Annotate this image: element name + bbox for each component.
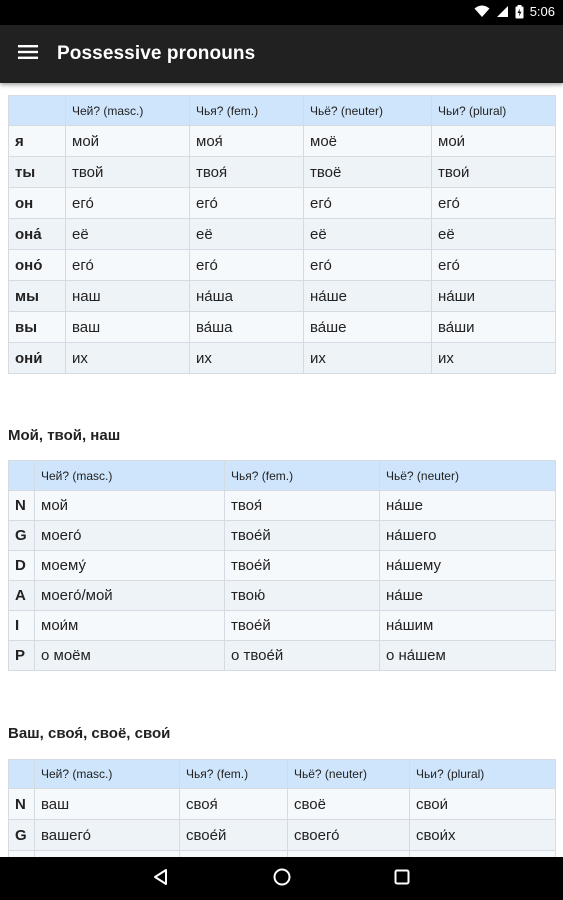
- row-header: A: [9, 581, 35, 611]
- table-header-row: [9, 96, 556, 126]
- table-cell: твою́: [225, 581, 380, 611]
- column-header: [9, 461, 35, 491]
- column-header: Чей? (masc.): [66, 96, 190, 126]
- row-header: N: [9, 789, 35, 820]
- table-cell: ва́ше: [304, 312, 432, 343]
- column-header: Чьи? (plural): [432, 96, 556, 126]
- table-row: [9, 611, 556, 641]
- table-cell: её: [190, 219, 304, 250]
- table-cell: о на́шем: [380, 641, 556, 671]
- column-header: [9, 96, 66, 126]
- table-row: [9, 521, 556, 551]
- row-header: G: [9, 521, 35, 551]
- table-cell: его́: [190, 250, 304, 281]
- table-cell: своё: [288, 789, 410, 820]
- table-row: [9, 188, 556, 219]
- table-cell: твоя́: [190, 157, 304, 188]
- table-row: [9, 312, 556, 343]
- table-cell: своего́: [288, 820, 410, 851]
- row-header: она́: [9, 219, 66, 250]
- table-row: [9, 281, 556, 312]
- moi-tvoi-nash-table: [8, 460, 556, 671]
- home-button[interactable]: [268, 865, 296, 893]
- table-cell: мои́: [432, 126, 556, 157]
- table-cell: его́: [304, 188, 432, 219]
- table-cell: мои́м: [35, 611, 225, 641]
- table-cell: твое́й: [225, 551, 380, 581]
- table-cell: на́шему: [380, 551, 556, 581]
- row-header: P: [9, 641, 35, 671]
- row-header: он: [9, 188, 66, 219]
- hamburger-icon: [18, 44, 38, 65]
- table-cell: свое́й: [180, 820, 288, 851]
- column-header: [9, 760, 35, 789]
- row-header: они́: [9, 343, 66, 374]
- section-title-vash-svoya: Ваш, своя́, своё, свои́: [8, 725, 171, 742]
- back-triangle-icon: [152, 868, 170, 891]
- column-header: Чьи? (plural): [410, 760, 556, 789]
- table-cell: её: [66, 219, 190, 250]
- table-cell: на́шего: [380, 521, 556, 551]
- navigation-bar: [0, 857, 563, 900]
- table-cell: на́ше: [380, 491, 556, 521]
- column-header: Чья? (fem.): [190, 96, 304, 126]
- table-cell: их: [190, 343, 304, 374]
- table-row: [9, 641, 556, 671]
- table-cell: наш: [66, 281, 190, 312]
- table-cell: ва́ша: [190, 312, 304, 343]
- table-cell: о твое́й: [225, 641, 380, 671]
- row-header: ты: [9, 157, 66, 188]
- row-header: D: [9, 551, 35, 581]
- table-cell: их: [432, 343, 556, 374]
- table-row: [9, 491, 556, 521]
- table-cell: ва́ши: [432, 312, 556, 343]
- table-cell: твоя́: [225, 491, 380, 521]
- table-cell: ваш: [35, 789, 180, 820]
- table-cell: её: [432, 219, 556, 250]
- row-header: оно́: [9, 250, 66, 281]
- status-bar: [0, 0, 563, 25]
- table-cell: свои́х: [410, 820, 556, 851]
- table-cell: его́: [66, 250, 190, 281]
- wifi-icon: [474, 5, 490, 18]
- status-time: 5:06: [529, 4, 555, 19]
- page-title: Possessive pronouns: [57, 43, 256, 64]
- battery-icon: [515, 5, 524, 19]
- table-cell: её: [304, 219, 432, 250]
- table-cell: на́ша: [190, 281, 304, 312]
- table-cell: на́ше: [380, 581, 556, 611]
- table-cell: моего́: [35, 521, 225, 551]
- table-cell: его́: [432, 188, 556, 219]
- table-cell: мой: [35, 491, 225, 521]
- section-title-moi-tvoi-nash: Мой, твой, наш: [8, 427, 121, 444]
- column-header: Чей? (masc.): [35, 461, 225, 491]
- table-row: [9, 789, 556, 820]
- column-header: Чей? (masc.): [35, 760, 180, 789]
- back-button[interactable]: [147, 865, 175, 893]
- table-header-row: [9, 461, 556, 491]
- table-cell: его́: [190, 188, 304, 219]
- table-cell: твои́: [432, 157, 556, 188]
- table-header-row: [9, 760, 556, 789]
- column-header: Чьё? (neuter): [380, 461, 556, 491]
- table-row: [9, 820, 556, 851]
- app-bar: [0, 25, 563, 83]
- table-cell: моё: [304, 126, 432, 157]
- table-cell: моему́: [35, 551, 225, 581]
- row-header: N: [9, 491, 35, 521]
- table-cell: моя́: [190, 126, 304, 157]
- table-cell: на́ши: [432, 281, 556, 312]
- column-header: Чьё? (neuter): [288, 760, 410, 789]
- table-cell: их: [66, 343, 190, 374]
- table-cell: вашего́: [35, 820, 180, 851]
- table-cell: о моём: [35, 641, 225, 671]
- table-cell: его́: [66, 188, 190, 219]
- table-row: [9, 126, 556, 157]
- table-row: [9, 343, 556, 374]
- table-cell: его́: [432, 250, 556, 281]
- table-cell: моего́/мой: [35, 581, 225, 611]
- column-header: Чья? (fem.): [225, 461, 380, 491]
- table-row: [9, 157, 556, 188]
- content-scroll[interactable]: [0, 83, 563, 857]
- row-header: я: [9, 126, 66, 157]
- table-cell: твой: [66, 157, 190, 188]
- table-cell: свои́: [410, 789, 556, 820]
- signal-icon: [496, 5, 509, 18]
- home-circle-icon: [272, 867, 292, 892]
- recents-button[interactable]: [388, 865, 416, 893]
- table-cell: твоё: [304, 157, 432, 188]
- table-row: [9, 250, 556, 281]
- column-header: Чьё? (neuter): [304, 96, 432, 126]
- table-row: [9, 219, 556, 250]
- table-cell: его́: [304, 250, 432, 281]
- status-icons: [474, 4, 555, 19]
- table-cell: твое́й: [225, 611, 380, 641]
- menu-button[interactable]: [12, 38, 44, 70]
- row-header: вы: [9, 312, 66, 343]
- row-header: I: [9, 611, 35, 641]
- personal-pronouns-table: [8, 95, 556, 374]
- column-header: Чья? (fem.): [180, 760, 288, 789]
- table-cell: мой: [66, 126, 190, 157]
- table-cell: твое́й: [225, 521, 380, 551]
- row-header: G: [9, 820, 35, 851]
- table-cell: на́ше: [304, 281, 432, 312]
- table-cell: их: [304, 343, 432, 374]
- table-row: [9, 551, 556, 581]
- table-row: [9, 581, 556, 611]
- table-cell: на́шим: [380, 611, 556, 641]
- recents-square-icon: [393, 868, 411, 891]
- table-cell: ваш: [66, 312, 190, 343]
- row-header: мы: [9, 281, 66, 312]
- table-cell: своя́: [180, 789, 288, 820]
